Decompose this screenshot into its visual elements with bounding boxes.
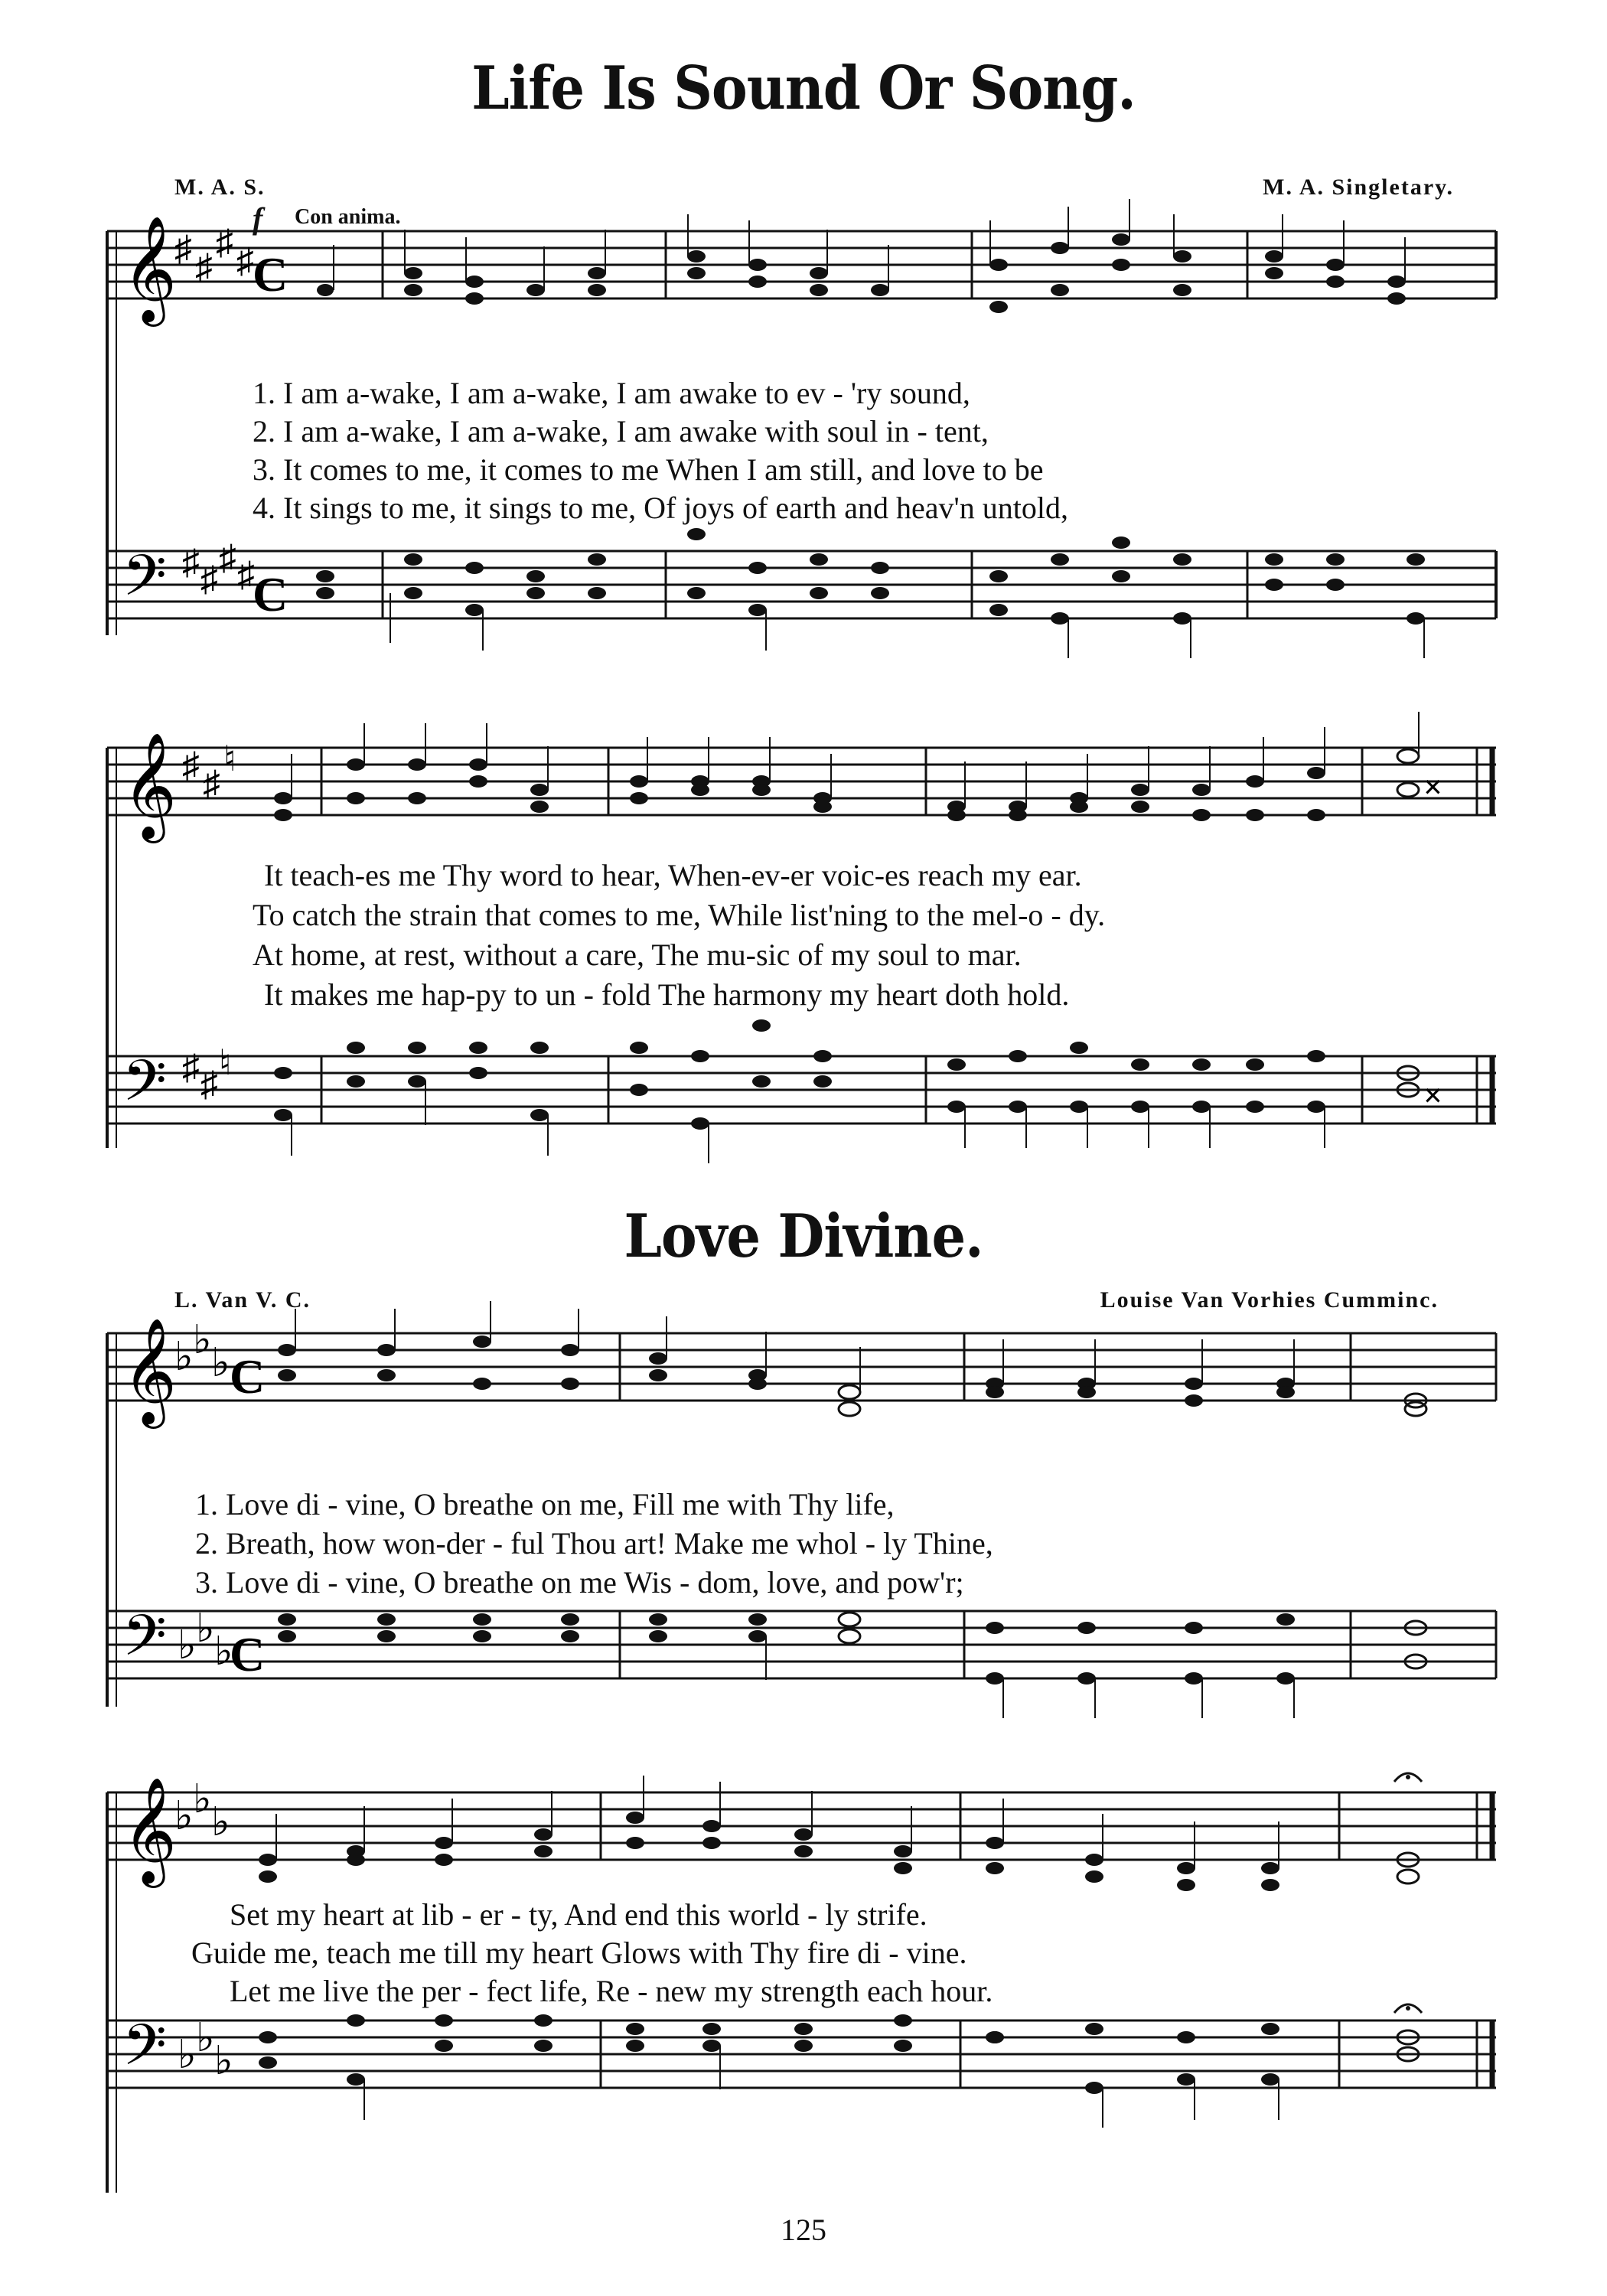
- verse-line: It teach-es me Thy word to hear, When-ev-er voic-es reach my ear.: [264, 858, 1082, 892]
- svg-text:♭: ♭: [178, 2033, 197, 2077]
- svg-text:♯: ♯: [182, 1048, 200, 1087]
- bass-staff: [0, 1041, 1607, 1194]
- bass-staff: [0, 536, 1607, 689]
- svg-text:𝄢: 𝄢: [122, 2012, 167, 2092]
- svg-text:♯: ♯: [200, 1065, 218, 1104]
- expression-marking: Con anima.: [295, 205, 401, 229]
- svg-text:C: C: [253, 567, 288, 621]
- music-credit: M. A. Singletary.: [1263, 174, 1454, 200]
- svg-text:×: ×: [1423, 1077, 1443, 1114]
- svg-text:♯: ♯: [200, 559, 218, 598]
- svg-text:♭: ♭: [196, 2017, 215, 2060]
- svg-text:♭: ♭: [214, 2040, 233, 2083]
- verse-line: 1. Love di - vine, O breathe on me, Fill me with Thy life,: [195, 1487, 895, 1521]
- verse-line: 2. I am a-wake, I am a-wake, I am awake with soul in - tent,: [253, 414, 989, 448]
- svg-text:𝄢: 𝄢: [122, 543, 167, 623]
- svg-text:𝄞: 𝄞: [122, 732, 177, 839]
- words-credit: L. Van V. C.: [174, 1287, 311, 1313]
- svg-text:♭: ♭: [193, 1778, 212, 1821]
- svg-text:C: C: [253, 247, 288, 302]
- svg-text:♯: ♯: [174, 229, 192, 268]
- verse-line: Guide me, teach me till my heart Glows with Thy fire di - vine.: [191, 1936, 967, 1970]
- svg-text:♯: ♯: [203, 764, 220, 803]
- bass-staff: [0, 2005, 1607, 2158]
- dynamic-marking: f: [253, 201, 263, 236]
- verse-line: Set my heart at lib - er - ty, And end this world - ly strife.: [230, 1897, 927, 1932]
- svg-text:♭: ♭: [193, 1319, 212, 1362]
- svg-text:♭: ♭: [211, 1342, 230, 1385]
- svg-text:♯: ♯: [237, 555, 255, 594]
- svg-text:♯: ♯: [195, 247, 213, 286]
- page-number: 125: [781, 2213, 826, 2247]
- verse-line: 3. Love di - vine, O breathe on me Wis - dom, love, and pow'r;: [195, 1565, 964, 1600]
- svg-text:♯: ♯: [216, 223, 233, 262]
- svg-text:♭: ♭: [211, 1801, 230, 1844]
- svg-text:♮: ♮: [219, 1043, 232, 1082]
- verse-line: Let me live the per - fect life, Re - new my strength each hour.: [230, 1974, 993, 2008]
- svg-text:♯: ♯: [236, 241, 254, 280]
- treble-staff: [0, 1316, 1607, 1469]
- svg-text:𝄞: 𝄞: [122, 216, 177, 322]
- svg-text:♭: ♭: [174, 1336, 194, 1379]
- verse-line: To catch the strain that comes to me, While list'ning to the mel-o - dy.: [253, 898, 1106, 932]
- svg-text:×: ×: [1423, 768, 1443, 806]
- svg-text:C: C: [230, 1349, 266, 1404]
- verse-line: 1. I am a-wake, I am a-wake, I am awake to ev - 'ry sound,: [253, 376, 970, 410]
- verse-line: At home, at rest, without a care, The mu-sic of my soul to mar.: [253, 938, 1022, 972]
- svg-text:C: C: [230, 1627, 266, 1681]
- bass-staff: [0, 1596, 1607, 1749]
- svg-text:♭: ♭: [196, 1607, 215, 1651]
- words-credit: M. A. S.: [174, 174, 266, 200]
- svg-text:♯: ♯: [182, 543, 200, 582]
- svg-text:𝄢: 𝄢: [122, 1048, 167, 1128]
- svg-text:♯: ♯: [219, 538, 236, 577]
- svg-text:♯: ♯: [182, 745, 200, 784]
- treble-staff: [0, 214, 1607, 367]
- music-credit: Louise Van Vorhies Cumminc.: [1100, 1287, 1439, 1313]
- svg-text:𝄞: 𝄞: [122, 1318, 177, 1424]
- svg-text:♭: ♭: [178, 1624, 197, 1668]
- svg-text:♮: ♮: [223, 739, 236, 778]
- verse-line: It makes me hap-py to un - fold The harmony my heart doth hold.: [264, 977, 1070, 1012]
- svg-text:♭: ♭: [214, 1630, 233, 1674]
- svg-text:𝄢: 𝄢: [122, 1603, 167, 1683]
- hymn-title: Love Divine.: [624, 1202, 983, 1271]
- hymn-title: Life Is Sound Or Song.: [471, 54, 1136, 123]
- svg-text:𝄞: 𝄞: [122, 1777, 177, 1883]
- verse-line: 4. It sings to me, it sings to me, Of joys of earth and heav'n untold,: [253, 491, 1068, 525]
- verse-line: 2. Breath, how won-der - ful Thou art! Make me whol - ly Thine,: [195, 1526, 993, 1561]
- verse-line: 3. It comes to me, it comes to me When I am still, and love to be: [253, 452, 1044, 487]
- svg-text:♭: ♭: [174, 1795, 194, 1838]
